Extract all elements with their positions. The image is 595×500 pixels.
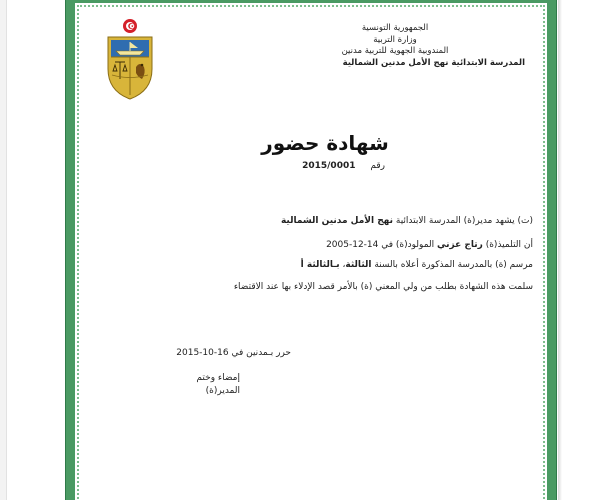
issued-line xyxy=(131,348,291,358)
left-scroll-edge xyxy=(0,0,7,500)
class-name: بـالثالثة أ xyxy=(300,260,340,270)
number-label: رقم xyxy=(370,161,385,171)
line2-prefix: أن التلميذ(ة) xyxy=(485,240,533,250)
line2-mid: المولود(ة) في xyxy=(381,240,435,250)
line1-prefix: (ت) يشهد مدير(ة) المدرسة الابتدائية xyxy=(395,216,533,226)
tunisia-coat-of-arms-icon xyxy=(102,17,158,102)
school-label: المدرسة الابتدائية نهج الأمل مدنين الشمالية xyxy=(342,57,525,68)
body-line-3: مرسم (ة) بالمدرسة المذكورة أعلاه بالسنة الثالثة، بـالثالثة أ xyxy=(300,260,533,270)
school-year: الثالثة xyxy=(345,260,372,270)
line3-prefix: مرسم (ة) بالمدرسة المذكورة أعلاه بالسنة xyxy=(374,260,533,270)
body-line-4: سلمت هذه الشهادة بطلب من ولي المعني (ة) بالأمر قصد الإدلاء بها عند الاقتضاء xyxy=(233,282,533,292)
line1-school: نهج الأمل مدنين الشمالية xyxy=(280,216,394,226)
republic-label: الجمهورية التونسية xyxy=(361,23,429,33)
certificate-number: 2015/0001 xyxy=(302,161,356,171)
issued-date: 16-10-2015 xyxy=(176,348,229,358)
issued-prefix: حرر بـمدنين في xyxy=(231,348,291,358)
body-line-2 xyxy=(113,240,533,250)
header-block xyxy=(265,23,525,69)
body-line-1 xyxy=(113,216,533,226)
student-name: رتاج عزني xyxy=(437,240,483,250)
page-shadow xyxy=(558,0,562,500)
director-label: المدير(ة) xyxy=(205,386,240,396)
regional-label: المندوبية الجهوية للتربية مدنين xyxy=(341,46,449,56)
certificate-number-line xyxy=(245,161,385,171)
birth-date: 14-12-2005 xyxy=(326,240,379,250)
certificate-title: شهادة حضور xyxy=(261,131,389,155)
signature-label: إمضاء وختم xyxy=(196,373,240,383)
ministry-label: وزارة التربية xyxy=(373,34,417,45)
certificate-page xyxy=(66,0,556,500)
